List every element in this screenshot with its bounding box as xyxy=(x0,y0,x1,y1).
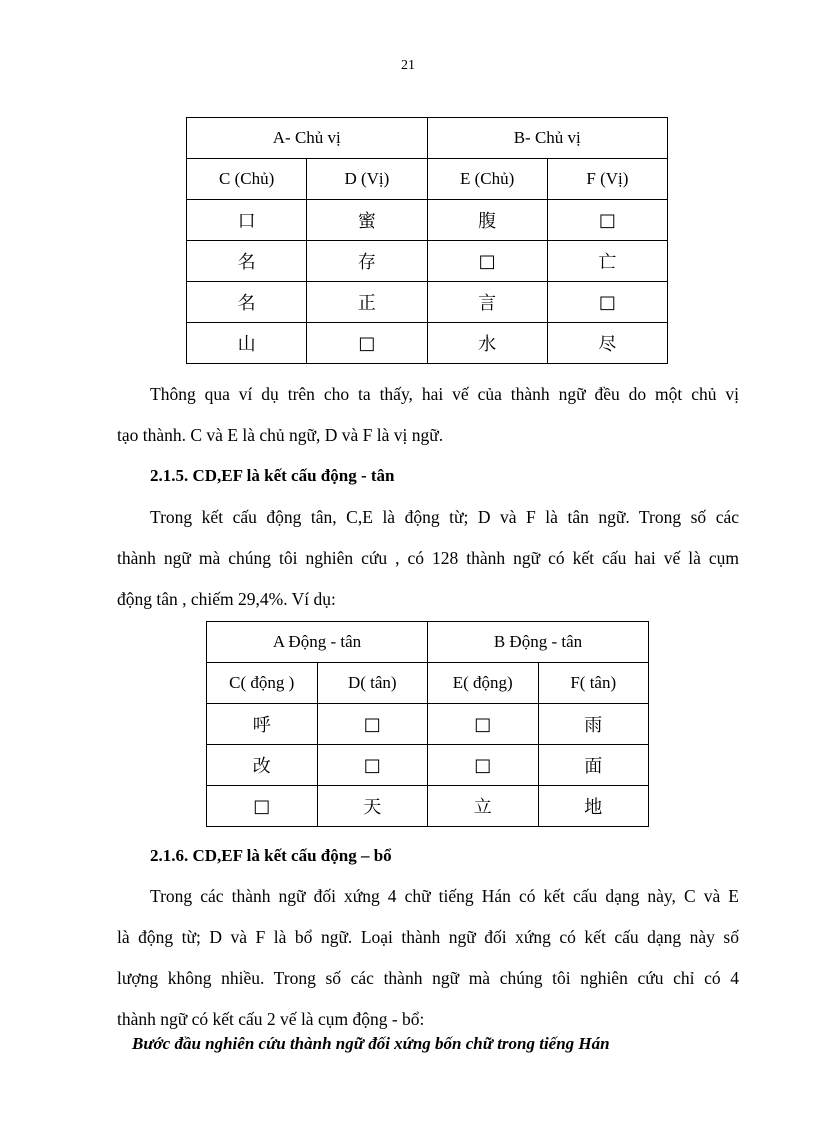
table-group-header: B- Chủ vị xyxy=(427,118,668,159)
table-cell: 雨 xyxy=(538,704,649,745)
table-cell: □ xyxy=(207,786,318,827)
table-group-header-row xyxy=(187,118,668,159)
table-row xyxy=(187,323,668,364)
table-cell: □ xyxy=(317,704,428,745)
paragraph-verb-object xyxy=(117,497,739,620)
table-column-header: D( tân) xyxy=(317,663,428,704)
table-cell: 腹 xyxy=(427,200,547,241)
paragraph-line: thành ngữ có kết cấu 2 vế là cụm động - bổ: xyxy=(117,1009,425,1029)
paragraph-line: thành ngữ mà chúng tôi nghiên cứu , có 128 thành ngữ có kết cấu hai vế là cụm xyxy=(117,548,739,568)
table-row xyxy=(207,704,649,745)
table-cell: 尽 xyxy=(547,323,667,364)
page-number: 21 xyxy=(401,58,415,73)
section-heading-2-1-5: 2.1.5. CD,EF là kết cấu động - tân xyxy=(150,466,395,485)
table-cell: 山 xyxy=(187,323,307,364)
table-row xyxy=(187,200,668,241)
table-cell: 口 xyxy=(187,200,307,241)
paragraph-line: Trong kết cấu động tân, C,E là động từ; D và F là tân ngữ. Trong số các xyxy=(150,507,739,527)
table-column-header: C (Chủ) xyxy=(187,159,307,200)
footer-title: Bước đầu nghiên cứu thành ngữ đối xứng bốn chữ trong tiếng Hán xyxy=(132,1034,610,1053)
table-group-header: B Động - tân xyxy=(428,622,649,663)
table-cell: □ xyxy=(547,282,667,323)
table-cell: 立 xyxy=(428,786,539,827)
table-cell: 存 xyxy=(307,241,427,282)
table-column-header: F( tân) xyxy=(538,663,649,704)
table-cell: □ xyxy=(317,745,428,786)
table-cell: 面 xyxy=(538,745,649,786)
paragraph-line: lượng không nhiều. Trong số các thành ngữ mà chúng tôi nghiên cứu chỉ có 4 xyxy=(117,968,739,988)
table-cell: 呼 xyxy=(207,704,318,745)
table-column-header: F (Vị) xyxy=(547,159,667,200)
table-cell: □ xyxy=(307,323,427,364)
paragraph-line: động tân , chiếm 29,4%. Ví dụ: xyxy=(117,589,336,609)
table-group-header-row xyxy=(207,622,649,663)
table-cell: 蜜 xyxy=(307,200,427,241)
table-cell: 名 xyxy=(187,282,307,323)
table-row xyxy=(207,786,649,827)
paragraph-line: Thông qua ví dụ trên cho ta thấy, hai vế của thành ngữ đều do một chủ vị xyxy=(150,384,739,404)
table-cell: 天 xyxy=(317,786,428,827)
table-group-header: A Động - tân xyxy=(207,622,428,663)
table-column-header-row xyxy=(187,159,668,200)
table-cell: □ xyxy=(547,200,667,241)
table-column-header: E( động) xyxy=(428,663,539,704)
table-cell: 地 xyxy=(538,786,649,827)
section-heading-2-1-6: 2.1.6. CD,EF là kết cấu động – bổ xyxy=(150,846,392,865)
table-row xyxy=(207,745,649,786)
paragraph-line: là động từ; D và F là bổ ngữ. Loại thành ngữ đối xứng có kết cấu dạng này số xyxy=(117,927,739,947)
table-cell: 名 xyxy=(187,241,307,282)
subject-predicate-table xyxy=(186,117,668,364)
verb-object-table xyxy=(206,621,649,827)
table-cell: □ xyxy=(427,241,547,282)
table-row xyxy=(187,241,668,282)
table-cell: 言 xyxy=(427,282,547,323)
table-group-header: A- Chủ vị xyxy=(187,118,428,159)
paragraph-conclusion xyxy=(117,374,739,456)
paragraph-line: tạo thành. C và E là chủ ngữ, D và F là vị ngữ. xyxy=(117,425,444,445)
table-row xyxy=(187,282,668,323)
table-column-header: E (Chủ) xyxy=(427,159,547,200)
table-column-header: C( động ) xyxy=(207,663,318,704)
table-cell: □ xyxy=(428,745,539,786)
table-column-header-row xyxy=(207,663,649,704)
table-cell: 水 xyxy=(427,323,547,364)
paragraph-verb-complement xyxy=(117,876,739,1040)
table-column-header: D (Vị) xyxy=(307,159,427,200)
table-cell: 亡 xyxy=(547,241,667,282)
table-cell: □ xyxy=(428,704,539,745)
table-cell: 正 xyxy=(307,282,427,323)
table-cell: 改 xyxy=(207,745,318,786)
paragraph-line: Trong các thành ngữ đối xứng 4 chữ tiếng Hán có kết cấu dạng này, C và E xyxy=(150,886,739,906)
